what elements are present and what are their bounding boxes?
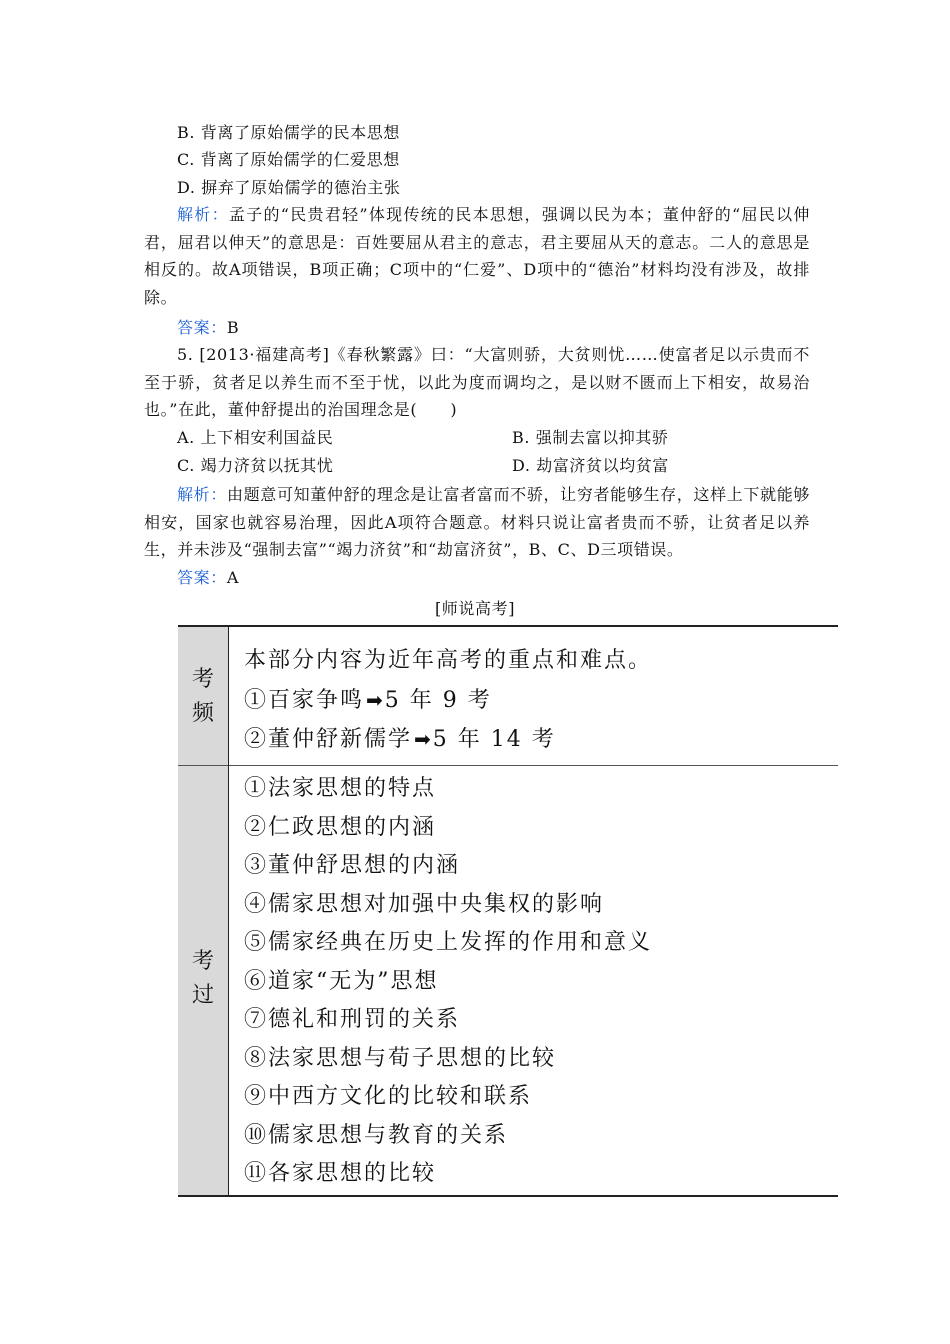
- item-prefix: ①百家争鸣: [244, 687, 365, 713]
- row1-item-2: [244, 720, 652, 760]
- header-cell-covered: [178, 766, 228, 1195]
- analysis-text: 孟子的“民贵君轻”体现传统的民本思想，强调以民为本；董仲舒的“屈民以伸君，屈君以伸天”的意思是：百姓要屈从君主的意志，君主要屈从天的意志。二人的意思是相反的。故A项错误，B项正确；C项中的“仁爱”、D项中的“德治”材料均没有涉及，故排除。: [144, 205, 810, 307]
- list-item: ③董仲舒思想的内涵: [244, 853, 461, 878]
- answer-value: B: [226, 318, 240, 337]
- analysis-label: 解析：: [177, 485, 227, 504]
- list-item: ⑨中西方文化的比较和联系: [244, 1084, 533, 1109]
- table-row: [244, 642, 652, 760]
- list-item: ⑧法家思想与荀子思想的比较: [244, 1045, 557, 1071]
- list-item: ④儒家思想对加强中央集权的影响: [244, 891, 605, 917]
- header-char: 频: [191, 701, 214, 726]
- table-column-divider: [228, 625, 229, 1197]
- option-row-cd: [177, 456, 843, 476]
- header-char: 过: [191, 983, 214, 1008]
- option-c-q4: C. 背离了原始儒学的仁爱思想: [177, 150, 400, 169]
- list-item: ⑩儒家思想与教育的关系: [244, 1122, 509, 1148]
- option-c-q5: C. 竭力济贫以抚其忧: [177, 456, 334, 475]
- list-item: ⑪各家思想的比较: [244, 1161, 437, 1186]
- table-top-border: [178, 625, 838, 627]
- right-arrow-icon: ➡: [414, 727, 431, 751]
- item-suffix: 5 年 14 考: [432, 727, 556, 752]
- option-d-q4: D. 摒弃了原始儒学的德治主张: [177, 178, 401, 197]
- row1-item-1: [244, 681, 652, 721]
- table-row-divider: [178, 765, 838, 766]
- right-arrow-icon: ➡: [366, 687, 383, 712]
- list-item: ②仁政思想的内涵: [244, 814, 437, 840]
- list-item: ⑥道家“无为”思想: [244, 968, 439, 994]
- answer-label: 答案：: [177, 318, 227, 337]
- answer-label: 答案：: [177, 568, 227, 587]
- item-suffix: 5 年 9 考: [384, 687, 492, 713]
- option-b-q5: B. 强制去富以抑其骄: [512, 428, 669, 447]
- list-item: ⑤儒家经典在历史上发挥的作用和意义: [244, 930, 653, 955]
- option-row-ab: [177, 428, 843, 448]
- question-5: 5. [2013·福建高考]《春秋繁露》曰：“大富则骄，大贫则忧……使富者足以示贵而不至于骄，贫者足以养生而不至于忧，以此为度而调均之，是以财不匮而上下相安，故易治也。”在此，董仲舒提出的治国理念是( ): [144, 345, 810, 419]
- analysis-label: 解析：: [177, 205, 229, 224]
- option-d-q5: D. 劫富济贫以均贫富: [512, 456, 670, 475]
- option-a-q5: A. 上下相安利国益民: [177, 428, 334, 447]
- header-char: 考: [191, 949, 214, 974]
- table-bottom-border: [178, 1195, 838, 1197]
- table-row: [244, 770, 652, 1194]
- section-title: [师说高考]: [434, 599, 516, 618]
- answer-value: A: [226, 568, 239, 587]
- header-char: 考: [191, 667, 214, 692]
- item-prefix: ②董仲舒新儒学: [244, 727, 413, 752]
- analysis-text: 由题意可知董仲舒的理念是让富者富而不骄，让穷者能够生存，这样上下就能够相安，国家也就容易治理，因此A项符合题意。材料只说让富者贵而不骄，让贫者足以养生，并未涉及“强制去富”“竭力济贫”和“劫富济贫”，B、C、D三项错误。: [144, 485, 810, 559]
- list-item: ⑦德礼和刑罚的关系: [244, 1007, 461, 1032]
- list-item: ①法家思想的特点: [244, 776, 437, 801]
- answer-q4: [177, 318, 843, 338]
- option-b-q4: B. 背离了原始儒学的民本思想: [177, 123, 400, 142]
- row1-intro: 本部分内容为近年高考的重点和难点。: [244, 648, 653, 673]
- exam-frequency-table: [178, 625, 838, 1197]
- analysis-q4: [144, 201, 810, 311]
- header-cell-frequency: [178, 627, 228, 765]
- analysis-q5: [144, 481, 810, 564]
- answer-q5: [177, 568, 843, 588]
